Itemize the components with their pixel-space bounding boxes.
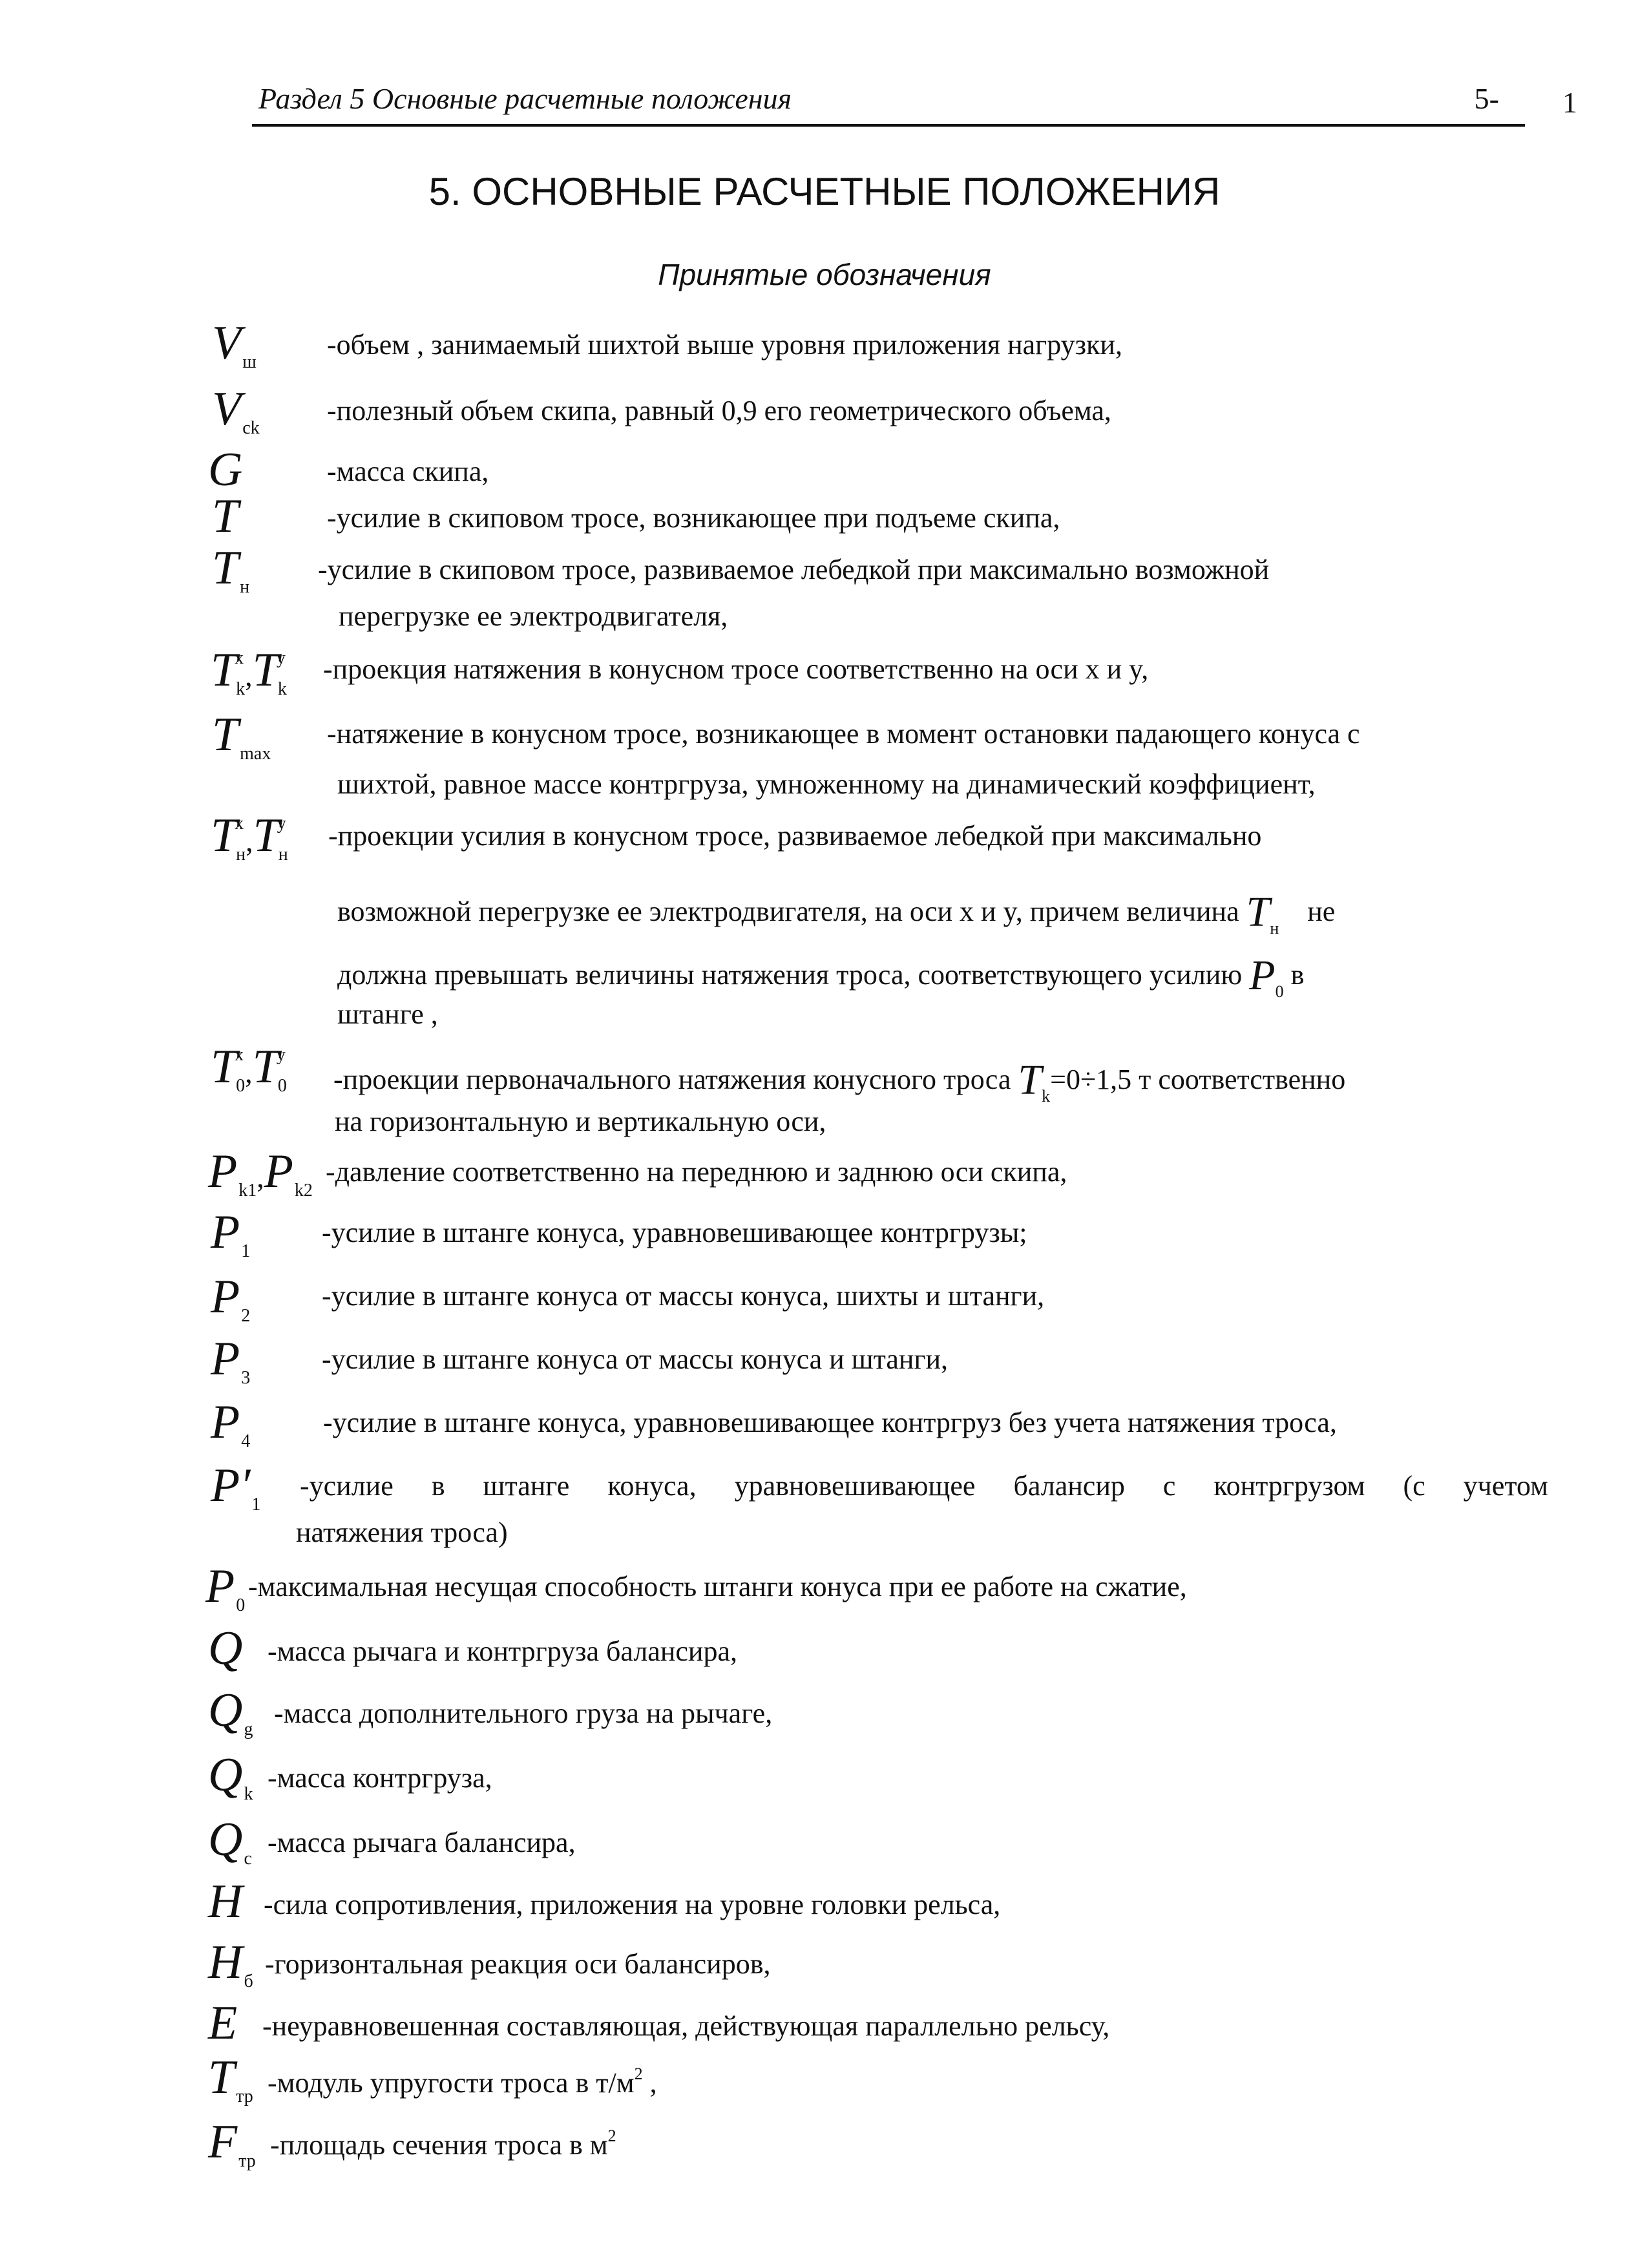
running-header xyxy=(252,78,1525,127)
definition-f-tr: -площадь сечения троса в $м^2$ xyxy=(270,2126,616,2161)
definition-p3: -усилие в штанге конуса от массы конуса и штанги, xyxy=(322,1343,949,1375)
definition-p2: -усилие в штанге конуса от массы конуса, шихты и штанги, xyxy=(322,1280,1045,1312)
definition-h-b: -горизонтальная реакция оси балансиров, xyxy=(265,1948,771,1980)
definition-t-n-line1: -усилие в скиповом тросе, развиваемое лебедкой при максимально возможной xyxy=(318,554,1270,585)
symbol-q-k: $Q_k$ xyxy=(208,1748,253,1804)
definition-tk-xy: -проекция натяжения в конусном тросе соответственно на оси x и y, xyxy=(323,653,1149,685)
header-page-mark: 1 xyxy=(1562,86,1577,119)
symbol-t-n: $T_н$ xyxy=(212,541,250,597)
definition-tn-xy-line4: штанге , xyxy=(337,998,438,1030)
symbol-p1: $P_1$ xyxy=(211,1206,251,1261)
definition-tn-xy-line1: -проекции усилия в конусном тросе, развиваемое лебедкой при максимально xyxy=(328,820,1262,852)
definition-e: -неуравновешенная составляющая, действующая параллельно рельсу, xyxy=(262,2010,1110,2042)
definition-q: -масса рычага и контргруза балансира, xyxy=(268,1635,737,1667)
definition-q-g: -масса дополнительного груза на рычаге, xyxy=(274,1697,773,1729)
definition-p0: -максимальная несущая способность штанги конуса при ее работе на сжатие, xyxy=(248,1571,1187,1602)
symbol-tn-x-tn-y: $T^x_н,T^y_н$ xyxy=(211,809,288,865)
page-title: 5. ОСНОВНЫЕ РАСЧЕТНЫЕ ПОЛОЖЕНИЯ xyxy=(428,170,1221,213)
symbol-t: T xyxy=(212,490,239,543)
symbol-t-max: $T_{max}$ xyxy=(212,708,271,764)
header-title: Раздел 5 Основные расчетные положения xyxy=(258,82,792,115)
definition-q-k: -масса контргруза, xyxy=(268,1762,492,1794)
definition-t0-xy-line1: -проекции первоначального натяжения конусного троса $T_k=0\div 1,5$ т соответственно xyxy=(333,1056,1346,1106)
symbol-q: Q xyxy=(208,1622,243,1675)
symbol-p4: $P_4$ xyxy=(211,1396,251,1451)
symbol-h: H xyxy=(208,1875,243,1928)
symbol-t0-x-t0-y: $T^x_0,T^y_0$ xyxy=(211,1040,287,1096)
symbol-p2: $P_2$ xyxy=(211,1270,251,1326)
definition-p-k: -давление соответственно на переднюю и заднюю оси скипа, xyxy=(326,1156,1067,1188)
symbol-v-sk: $V_{ck}$ xyxy=(212,383,260,438)
definition-p1: -усилие в штанге конуса, уравновешивающее контргрузы; xyxy=(322,1217,1027,1248)
symbol-q-g: $Q_g$ xyxy=(208,1684,253,1739)
symbol-t-tr: $T_{тр}$ xyxy=(208,2051,253,2106)
symbol-p1-prime: $P'_1$ xyxy=(211,1459,261,1515)
definition-t: -усилие в скиповом тросе, возникающее при подъеме скипа, xyxy=(327,502,1060,534)
definition-t0-xy-line2: на горизонтальную и вертикальную оси, xyxy=(335,1106,826,1137)
symbol-q-c: $Q_c$ xyxy=(208,1813,252,1869)
definition-q-c: -масса рычага балансира, xyxy=(268,1827,576,1858)
definition-v-sh: -объем , занимаемый шихтой выше уровня приложения нагрузки, xyxy=(327,329,1122,361)
page-subtitle: Принятые обозначения xyxy=(658,258,991,291)
definition-tn-xy-line3: должна превышать величины натяжения троса, соответствующего усилию $P_0$ в xyxy=(337,952,1305,1001)
definition-g: -масса скипа, xyxy=(327,456,489,487)
symbol-h-b: $H_б$ xyxy=(208,1936,253,1991)
definition-t-max-line1: -натяжение в конусном тросе, возникающее в момент остановки падающего конуса с xyxy=(327,718,1360,750)
definition-t-n-line2: перегрузке ее электродвигателя, xyxy=(339,600,728,632)
symbol-g: G xyxy=(208,443,243,496)
definition-p4: -усилие в штанге конуса, уравновешивающее контргруз без учета натяжения троса, xyxy=(323,1407,1337,1438)
definition-p1-prime-line2: натяжения троса) xyxy=(296,1517,508,1548)
header-page-number: 5- xyxy=(1474,82,1499,115)
definition-p1-prime-line1: -усилие в штанге конуса, уравновешивающее балансир с контргрузом (с учетом xyxy=(300,1470,1548,1502)
symbol-p3: $P_3$ xyxy=(211,1332,251,1388)
symbol-p-k1-p-k2: $P_{k1},P_{k2}$ xyxy=(208,1145,313,1201)
definition-t-max-line2: шихтой, равное массе контргруза, умноженному на динамический коэффициент, xyxy=(337,768,1316,800)
definition-h: -сила сопротивления, приложения на уровне головки рельса, xyxy=(264,1889,1001,1920)
symbol-e: E xyxy=(208,1997,238,2050)
symbol-f-tr: $F_{тр}$ xyxy=(208,2116,256,2171)
definition-tn-xy-line2: возможной перегрузке ее электродвигателя, на оси x и y, причем величина $T_н$ не xyxy=(337,888,1336,938)
symbol-v-sh: $V_ш$ xyxy=(212,317,257,372)
symbol-tk-x-tk-y: $T^x_k,T^y_k$ xyxy=(211,644,287,699)
symbol-p0: $P_0$ xyxy=(205,1560,246,1615)
definition-t-tr: -модуль упругости троса в $т/м^2$ , xyxy=(268,2064,657,2099)
definition-v-sk: -полезный объем скипа, равный 0,9 его геометрического объема, xyxy=(327,395,1111,426)
